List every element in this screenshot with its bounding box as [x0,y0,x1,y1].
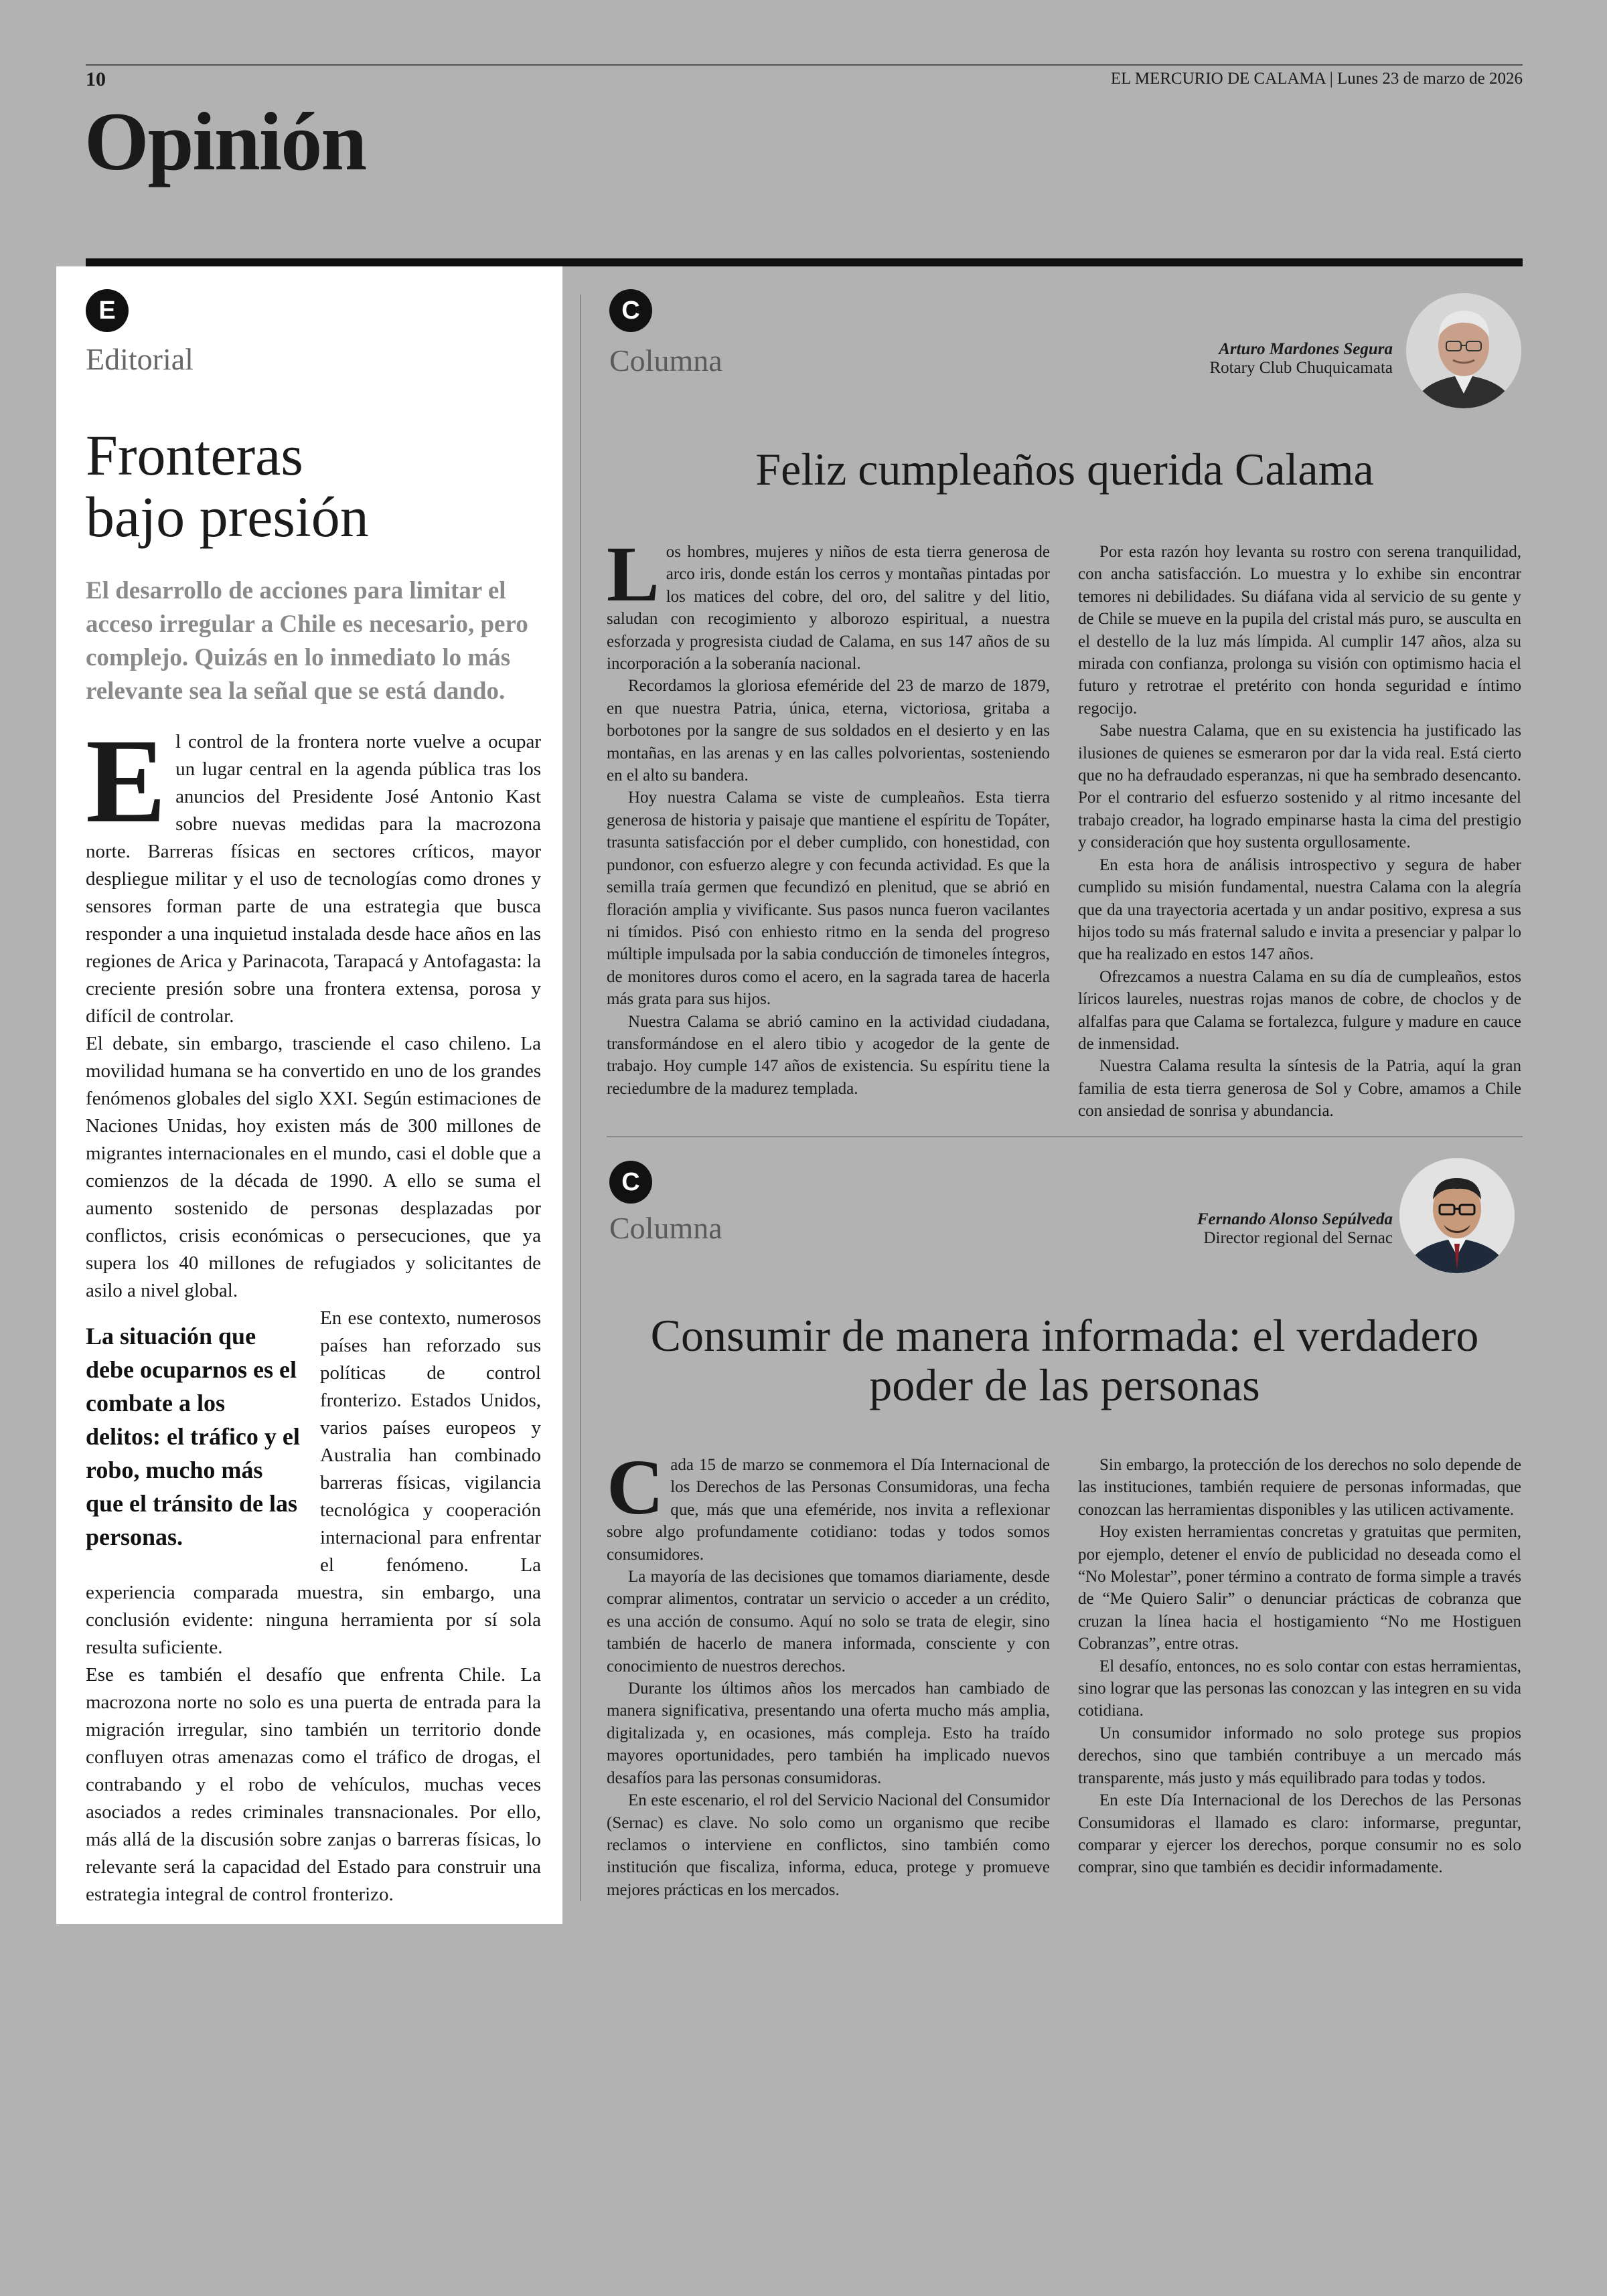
editorial-paragraph-1: l control de la frontera norte vuelve a ocupar un lugar central en la agenda pública tras los anuncios del Presidente José Antonio Kast sobre nuevas medidas para la macrozona norte. Barreras físicas en sectores críticos, mayor despliegue militar y el uso de tecnologías como drones y sensores forman parte de una estrategia que busca responder a una inquietud instalada desde hace años en las regiones de Arica y Parinacota, Tarapacá y Antofagasta: la creciente presión sobre una frontera extensa, porosa y difícil de controlar. [86,731,541,1027]
editorial-dropcap: E [86,714,167,847]
column1-paragraph-2: Recordamos la gloriosa efeméride del 23 de marzo de 1879, en que nuestra Patria, única, eterna, victoriosa, gritaba a borbotones por la sangre de sus soldados en el desierto y en las montañas, en las arenas y en las calles polvorientas, sosteniendo en el alto su bandera. [607,677,1050,785]
column1-paragraph-3: Hoy nuestra Calama se viste de cumpleaños. Esta tierra generosa de historia y paisaje que mantiene el espíritu de Topáter, trasunta satisfacción por el deber cumplido, con honestidad, con pundonor, con esfuerzo alegre y con fecunda actividad. Es que la semilla traía germen que fecundizó en plenitud, que se abrió en floración amplia y vivificante. Sus pasos nunca fueron vacilantes ni tímidos. Pisó con enhiesto ritmo en la senda del progreso múltiple impulsada por la sabia conducción de timoneles íntegros, de monitores duros como el acero, en la sagrada tarea de hacerla más grata para sus hijos. [607,789,1050,1009]
column2-paragraph-7: El desafío, entonces, no es solo contar con estas herramientas, sino lograr que las personas las conozcan y las integren en su vida cotidiana. [1078,1657,1521,1720]
editorial-paragraph-3: En ese contexto, numerosos países han reforzado sus políticas de control fronterizo. Estados Unidos, varios países europeos y Australia han combinado barreras físicas, vigilancia tecnológica y cooperación internacional para enfrentar el fenómeno. La experiencia comparada muestra, sin embargo, una conclusión evidente: ninguna herramienta por sí sola resulta suficiente. [86,1307,541,1658]
column2-paragraph-2: La mayoría de las decisiones que tomamos diariamente, desde comprar alimentos, contratar un servicio o acceder a un crédito, es una acción de consumo. Aquí no solo se trata de elegir, sino también de hacerlo de manera informada, consciente y con conocimiento de nuestros derechos. [607,1568,1050,1675]
editorial-paragraph-2: El debate, sin embargo, trasciende el caso chileno. La movilidad humana se ha convertido en uno de los grandes fenómenos globales del siglo XXI. Según estimaciones de Naciones Unidas, hoy existen más de 300 millones de migrantes internacionales en el mundo, casi el doble que a comienzos de la década de 1990. A ello se suma el aumento sostenido de personas desplazadas por conflictos, crisis económicas o persecuciones, que ya supera los 40 millones de refugiados y solicitantes de asilo a nivel global. [86,1033,541,1301]
editorial-pullquote: La situación que debe ocuparnos es el combate a los delitos: el tráfico y el robo, mucho más que el tránsito de las personas. [86,1323,300,1550]
editorial-paragraph-4: Ese es también el desafío que enfrenta Chile. La macrozona norte no solo es una puerta de entrada para la migración irregular, sino también un territorio donde confluyen otras amenazas como el tráfico de drogas, el contrabando y el robo de vehículos, muchas veces asociados a redes criminales transnacionales. Por ello, más allá de la discusión sobre zanjas o barreras físicas, lo relevante será la capacidad del Estado para construir una estrategia integral de control fronterizo. [86,1664,541,1905]
column1-paragraph-8: Ofrezcamos a nuestra Calama en su día de cumpleaños, estos líricos laureles, nuestras rojas manos de cobre, de choclos y de alfalfas para que Calama se fortalezca, fulgure y madure en cauce de inmensidad. [1078,967,1521,1053]
section-title: Opinión [84,96,366,187]
top-rule [86,64,1523,66]
editorial-lead: El desarrollo de acciones para limitar el acceso irregular a Chile es necesario, pero complejo. Quizás en lo inmediato lo más relevante sea la señal que se está dando. [86,577,528,705]
column1-paragraph-7: En esta hora de análisis introspectivo y segura de haber cumplido su misión fundamental, nuestra Calama con la alegría que da una trayectoria acertada y un andar positivo, expresa a sus hijos todo su más fraternal saludo e invita a presenciar y palpar lo que ha realizado en estos 147 años. [1078,855,1521,964]
article-divider [607,1136,1523,1137]
column2-paragraph-5: Sin embargo, la protección de los derechos no solo depende de las instituciones, también requiere de personas informadas, que conozcan las herramientas disponibles y las utilicen activamente. [1078,1456,1521,1519]
column2-kicker: Columna [609,1211,722,1245]
column1-kicker: Columna [609,343,722,378]
editorial-panel [56,266,562,1924]
column2-paragraph-3: Durante los últimos años los mercados han cambiado de manera significativa, presentando una oferta mucho más amplia, digitalizada y, en ocasiones, más compleja. Esto ha traído mayores oportunidades, pero también ha implicado nuevos desafíos para las personas consumidoras. [607,1679,1050,1787]
portrait-icon [1406,293,1521,408]
column1-paragraph-9: Nuestra Calama resulta la síntesis de la Patria, aquí la gran familia de esta tierra generosa de Sol y Cobre, amamos a Chile con ansiedad de sonrisa y abundancia. [1078,1057,1521,1121]
column1-paragraph-6: Sabe nuestra Calama, que en su existencia ha justificado las ilusiones de quienes se esmeraron por dar la vida real. Está cierto que no ha defraudado esperanzas, ni que ha sembrado desencanto. Por el contrario del esfuerzo sostenido y al ritmo incesante del trabajo creador, ha logrado empinarse hasta la cima del prestigio y consideración que hoy sustenta orgullosamente. [1078,722,1521,852]
column2-author: Fernando Alonso Sepúlveda [1197,1210,1393,1228]
column1-author: Arturo Mardones Segura [1219,340,1393,358]
portrait-icon [1399,1158,1515,1273]
column2-headline-line2: poder de las personas [869,1360,1260,1410]
column1-role: Rotary Club Chuquicamata [1209,359,1393,377]
column2-paragraph-1: ada 15 de marzo se conmemora el Día Internacional de los Derechos de las Personas Consumidoras, una fecha que, más que una efeméride, nos invita a reflexionar sobre algo profundamente cotidiano: todas y todos somos consumidores. [607,1456,1050,1564]
column1-body [607,530,1521,1123]
column1-headline: Feliz cumpleaños querida Calama [755,444,1374,495]
column2-paragraph-8: Un consumidor informado no solo protege sus propios derechos, sino que también contribuye a un mercado más transparente, más justo y más equilibrado para todas y todos. [1078,1724,1521,1787]
column1-byline [1209,340,1393,378]
column2-dropcap: C [607,1443,664,1531]
editorial-badge: E [86,289,129,332]
column1-paragraph-5: Por esta razón hoy levanta su rostro con serena tranquilidad, con ancha satisfacción. Lo muestra y lo exhibe sin encontrar temores ni debilidades. Su diáfana vida al servicio de su gente y de Chile se mueve en la pupila del cristal más puro, se ausculta en el destello de la luz más límpida. Al cumplir 147 años, alza su mirada con confianza, prolonga su visión con optimismo hacia el futuro y retrotrae el pretérito con honda seguridad e íntimo regocijo. [1078,543,1521,718]
column2-role: Director regional del Sernac [1203,1229,1393,1247]
column2-body [607,1443,1521,1909]
editorial-headline-line1: Fronteras [86,423,303,487]
column-divider [580,295,581,1901]
column2-badge: C [609,1161,652,1204]
column1-badge: C [609,289,652,332]
column1-dropcap: L [607,530,660,618]
column1-paragraph-1: os hombres, mujeres y niños de esta tierra generosa de arco iris, donde están los cerros y montañas pintadas por los matices del cobre, del oro, del salitre y del litio, saludan con recogimiento y alborozo espiritual, a nuestra esforzada y progresista ciudad de Calama, en sus 147 años de su incorporación a la soberanía nacional. [607,543,1050,673]
column2-headline [607,1311,1523,1410]
page-number: 10 [86,68,106,90]
editorial-kicker: Editorial [86,342,194,376]
column2-paragraph-9: En este Día Internacional de los Derechos de las Personas Consumidoras el llamado es claro: informarse, preguntar, comparar y ejercer los derechos, porque consumir no es solo comprar, sino que también es decidir informadamente. [1078,1791,1521,1877]
column2-byline [1197,1210,1393,1248]
editorial-headline [86,424,369,548]
column2-author-photo [1399,1158,1515,1273]
editorial-headline-line2: bajo presión [86,485,369,549]
column1-author-photo [1406,293,1521,408]
column1-paragraph-4: Nuestra Calama se abrió camino en la actividad ciudadana, transformándose en el alero tibio y acogedor de la gente de trabajo. Hoy cumple 147 años de existencia. Su espíritu tiene la reciedumbre de la madurez templada. [607,1012,1050,1098]
editorial-body [86,714,541,1908]
section-rule [86,258,1523,266]
column2-headline-line1: Consumir de manera informada: el verdadero [650,1310,1479,1361]
column2-paragraph-4: En este escenario, el rol del Servicio Nacional del Consumidor (Sernac) es clave. No solo como un organismo que recibe reclamos o interviene en conflictos, sino también como institución que fiscaliza, informa, educa, protege y promueve mejores prácticas en los mercados. [607,1791,1050,1899]
column2-paragraph-6: Hoy existen herramientas concretas y gratuitas que permiten, por ejemplo, detener el envío de publicidad no deseada como el “No Molestar”, poner término a contrato de forma simple a través de “Me Quiero Salir” o denunciar prácticas de cobranza que cruzan la línea hacia el hostigamiento “No me Hostiguen Cobranzas”, entre otras. [1078,1523,1521,1653]
masthead: EL MERCURIO DE CALAMA | Lunes 23 de marzo de 2026 [1110,70,1523,88]
